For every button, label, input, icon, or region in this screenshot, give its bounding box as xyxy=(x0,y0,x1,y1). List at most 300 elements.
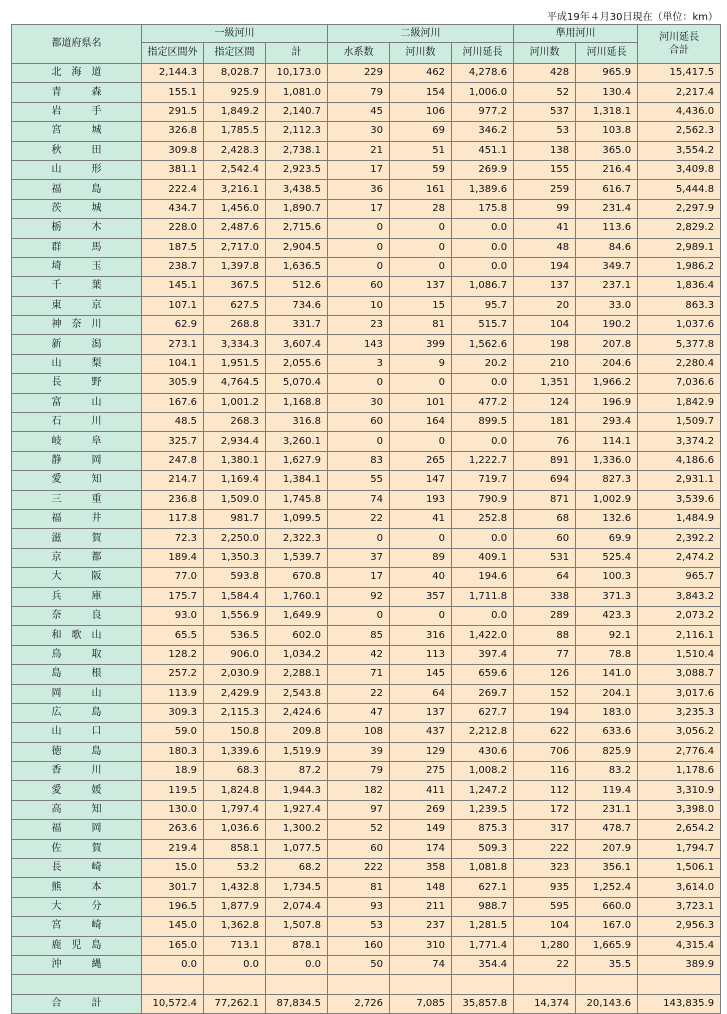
value-cell: 1,842.9 xyxy=(638,393,721,412)
subheader-designated: 指定区間 xyxy=(204,43,266,64)
value-cell: 114.1 xyxy=(576,432,638,451)
value-cell: 317 xyxy=(514,820,576,839)
value-cell: 33.0 xyxy=(576,296,638,315)
prefecture-cell: 京 都 xyxy=(12,548,142,567)
value-cell: 381.1 xyxy=(142,160,204,179)
value-cell: 7,085 xyxy=(390,994,452,1013)
table-row xyxy=(12,471,721,490)
value-cell: 2,989.1 xyxy=(638,238,721,257)
table-body xyxy=(12,64,721,1014)
value-cell: 3,374.2 xyxy=(638,432,721,451)
value-cell: 265 xyxy=(390,451,452,470)
value-cell: 1,509.0 xyxy=(204,490,266,509)
table-row xyxy=(12,413,721,432)
value-cell: 512.6 xyxy=(266,277,328,296)
value-cell: 104 xyxy=(514,316,576,335)
prefecture-cell: 滋 賀 xyxy=(12,529,142,548)
prefecture-cell: 愛 媛 xyxy=(12,781,142,800)
prefecture-cell: 山 口 xyxy=(12,723,142,742)
value-cell: 659.6 xyxy=(452,665,514,684)
value-cell: 462 xyxy=(390,64,452,83)
value-cell: 247.8 xyxy=(142,451,204,470)
value-cell: 83 xyxy=(328,451,390,470)
value-cell: 154 xyxy=(390,83,452,102)
value-cell: 1,169.4 xyxy=(204,471,266,490)
value-cell: 1,006.0 xyxy=(452,83,514,102)
table-row xyxy=(12,393,721,412)
value-cell: 2,112.3 xyxy=(266,122,328,141)
table-row xyxy=(12,64,721,83)
value-cell: 1,836.4 xyxy=(638,277,721,296)
prefecture-cell: 鳥 取 xyxy=(12,645,142,664)
subheader-class2-river-count: 河川数 xyxy=(390,43,452,64)
value-cell: 145.1 xyxy=(142,277,204,296)
value-cell: 9 xyxy=(390,354,452,373)
prefecture-cell: 愛 知 xyxy=(12,471,142,490)
table-row xyxy=(12,703,721,722)
value-cell: 194 xyxy=(514,257,576,276)
value-cell: 2,428.3 xyxy=(204,141,266,160)
value-cell: 3,056.2 xyxy=(638,723,721,742)
value-cell: 4,315.4 xyxy=(638,936,721,955)
value-cell: 0 xyxy=(390,606,452,625)
value-cell: 706 xyxy=(514,742,576,761)
value-cell: 108 xyxy=(328,723,390,742)
value-cell: 147 xyxy=(390,471,452,490)
empty-cell xyxy=(12,975,142,994)
table-row xyxy=(12,296,721,315)
value-cell: 4,278.6 xyxy=(452,64,514,83)
header-prefecture: 都道府県名 xyxy=(12,25,142,64)
table-row xyxy=(12,587,721,606)
value-cell: 326.8 xyxy=(142,122,204,141)
value-cell: 128.2 xyxy=(142,645,204,664)
value-cell: 137 xyxy=(390,703,452,722)
value-cell: 59 xyxy=(390,160,452,179)
prefecture-cell: 広 島 xyxy=(12,703,142,722)
empty-cell xyxy=(390,975,452,994)
value-cell: 45 xyxy=(328,102,390,121)
value-cell: 40 xyxy=(390,568,452,587)
value-cell: 1,280 xyxy=(514,936,576,955)
value-cell: 275 xyxy=(390,762,452,781)
value-cell: 2,217.4 xyxy=(638,83,721,102)
value-cell: 1,927.4 xyxy=(266,800,328,819)
value-cell: 100.3 xyxy=(576,568,638,587)
value-cell: 68.2 xyxy=(266,859,328,878)
prefecture-cell: 高 知 xyxy=(12,800,142,819)
value-cell: 95.7 xyxy=(452,296,514,315)
value-cell: 0 xyxy=(390,257,452,276)
value-cell: 165.0 xyxy=(142,936,204,955)
prefecture-cell: 和 歌 山 xyxy=(12,626,142,645)
value-cell: 2,250.0 xyxy=(204,529,266,548)
value-cell: 1,539.7 xyxy=(266,548,328,567)
value-cell: 1,252.4 xyxy=(576,878,638,897)
value-cell: 2,322.3 xyxy=(266,529,328,548)
value-cell: 5,070.4 xyxy=(266,374,328,393)
value-cell: 1,300.2 xyxy=(266,820,328,839)
value-cell: 130.0 xyxy=(142,800,204,819)
value-cell: 509.3 xyxy=(452,839,514,858)
value-cell: 1,037.6 xyxy=(638,316,721,335)
value-cell: 36 xyxy=(328,180,390,199)
value-cell: 194 xyxy=(514,703,576,722)
value-cell: 2,429.9 xyxy=(204,684,266,703)
value-cell: 51 xyxy=(390,141,452,160)
empty-cell xyxy=(514,975,576,994)
prefecture-cell: 群 馬 xyxy=(12,238,142,257)
value-cell: 1,785.5 xyxy=(204,122,266,141)
value-cell: 3,017.6 xyxy=(638,684,721,703)
value-cell: 1,584.4 xyxy=(204,587,266,606)
value-cell: 263.6 xyxy=(142,820,204,839)
value-cell: 357 xyxy=(390,587,452,606)
value-cell: 1,389.6 xyxy=(452,180,514,199)
value-cell: 3,607.4 xyxy=(266,335,328,354)
value-cell: 2,829.2 xyxy=(638,219,721,238)
value-cell: 0.0 xyxy=(452,257,514,276)
value-cell: 409.1 xyxy=(452,548,514,567)
river-length-table xyxy=(11,24,721,1014)
table-row xyxy=(12,645,721,664)
empty-cell xyxy=(638,975,721,994)
value-cell: 211 xyxy=(390,897,452,916)
value-cell: 117.8 xyxy=(142,509,204,528)
value-cell: 0.0 xyxy=(452,219,514,238)
value-cell: 358 xyxy=(390,859,452,878)
value-cell: 316.8 xyxy=(266,413,328,432)
value-cell: 3,554.2 xyxy=(638,141,721,160)
value-cell: 593.8 xyxy=(204,568,266,587)
value-cell: 48 xyxy=(514,238,576,257)
prefecture-cell: 新 潟 xyxy=(12,335,142,354)
value-cell: 93 xyxy=(328,897,390,916)
table-row xyxy=(12,354,721,373)
value-cell: 3,260.1 xyxy=(266,432,328,451)
value-cell: 1,239.5 xyxy=(452,800,514,819)
value-cell: 2,424.6 xyxy=(266,703,328,722)
value-cell: 160 xyxy=(328,936,390,955)
table-row xyxy=(12,102,721,121)
value-cell: 53.2 xyxy=(204,859,266,878)
value-cell: 155 xyxy=(514,160,576,179)
value-cell: 194.6 xyxy=(452,568,514,587)
value-cell: 291.5 xyxy=(142,102,204,121)
prefecture-cell: 山 梨 xyxy=(12,354,142,373)
value-cell: 316 xyxy=(390,626,452,645)
value-cell: 149 xyxy=(390,820,452,839)
value-cell: 734.6 xyxy=(266,296,328,315)
value-cell: 145.0 xyxy=(142,917,204,936)
value-cell: 64 xyxy=(514,568,576,587)
prefecture-cell: 沖 縄 xyxy=(12,955,142,974)
value-cell: 252.8 xyxy=(452,509,514,528)
value-cell: 3,235.3 xyxy=(638,703,721,722)
empty-cell xyxy=(576,975,638,994)
value-cell: 1,877.9 xyxy=(204,897,266,916)
value-cell: 1,797.4 xyxy=(204,800,266,819)
prefecture-cell: 北 海 道 xyxy=(12,64,142,83)
value-cell: 899.5 xyxy=(452,413,514,432)
value-cell: 713.1 xyxy=(204,936,266,955)
value-cell: 143,835.9 xyxy=(638,994,721,1013)
value-cell: 2,543.8 xyxy=(266,684,328,703)
value-cell: 130.4 xyxy=(576,83,638,102)
value-cell: 22 xyxy=(328,684,390,703)
value-cell: 5,444.8 xyxy=(638,180,721,199)
value-cell: 3,334.3 xyxy=(204,335,266,354)
value-cell: 259 xyxy=(514,180,576,199)
value-cell: 39 xyxy=(328,742,390,761)
value-cell: 0.0 xyxy=(266,955,328,974)
value-cell: 660.0 xyxy=(576,897,638,916)
value-cell: 60 xyxy=(328,413,390,432)
table-row xyxy=(12,917,721,936)
value-cell: 531 xyxy=(514,548,576,567)
spacer-row xyxy=(12,975,721,994)
value-cell: 71 xyxy=(328,665,390,684)
value-cell: 222 xyxy=(328,859,390,878)
value-cell: 85 xyxy=(328,626,390,645)
value-cell: 204.1 xyxy=(576,684,638,703)
value-cell: 1,081.8 xyxy=(452,859,514,878)
value-cell: 875.3 xyxy=(452,820,514,839)
value-cell: 104 xyxy=(514,917,576,936)
value-cell: 2,726 xyxy=(328,994,390,1013)
value-cell: 1,178.6 xyxy=(638,762,721,781)
value-cell: 2,738.1 xyxy=(266,141,328,160)
prefecture-cell: 鹿 児 島 xyxy=(12,936,142,955)
value-cell: 104.1 xyxy=(142,354,204,373)
table-row xyxy=(12,141,721,160)
value-cell: 198 xyxy=(514,335,576,354)
value-cell: 878.1 xyxy=(266,936,328,955)
table-row xyxy=(12,665,721,684)
prefecture-cell: 山 形 xyxy=(12,160,142,179)
table-row xyxy=(12,955,721,974)
value-cell: 103.8 xyxy=(576,122,638,141)
value-cell: 52 xyxy=(514,83,576,102)
value-cell: 0 xyxy=(390,374,452,393)
prefecture-cell: 宮 城 xyxy=(12,122,142,141)
value-cell: 14,374 xyxy=(514,994,576,1013)
value-cell: 670.8 xyxy=(266,568,328,587)
value-cell: 17 xyxy=(328,568,390,587)
value-cell: 1,507.8 xyxy=(266,917,328,936)
value-cell: 4,764.5 xyxy=(204,374,266,393)
value-cell: 365.0 xyxy=(576,141,638,160)
value-cell: 81 xyxy=(390,316,452,335)
value-cell: 301.7 xyxy=(142,878,204,897)
value-cell: 62.9 xyxy=(142,316,204,335)
value-cell: 15 xyxy=(390,296,452,315)
empty-cell xyxy=(452,975,514,994)
value-cell: 69.9 xyxy=(576,529,638,548)
value-cell: 1,432.8 xyxy=(204,878,266,897)
table-row xyxy=(12,509,721,528)
value-cell: 935 xyxy=(514,878,576,897)
value-cell: 10 xyxy=(328,296,390,315)
value-cell: 430.6 xyxy=(452,742,514,761)
prefecture-cell: 佐 賀 xyxy=(12,839,142,858)
value-cell: 1,318.1 xyxy=(576,102,638,121)
value-cell: 99 xyxy=(514,199,576,218)
value-cell: 0 xyxy=(390,219,452,238)
value-cell: 93.0 xyxy=(142,606,204,625)
value-cell: 925.9 xyxy=(204,83,266,102)
value-cell: 129 xyxy=(390,742,452,761)
prefecture-cell: 岡 山 xyxy=(12,684,142,703)
value-cell: 411 xyxy=(390,781,452,800)
value-cell: 60 xyxy=(328,277,390,296)
value-cell: 141.0 xyxy=(576,665,638,684)
value-cell: 107.1 xyxy=(142,296,204,315)
value-cell: 268.8 xyxy=(204,316,266,335)
value-cell: 112 xyxy=(514,781,576,800)
value-cell: 2,904.5 xyxy=(266,238,328,257)
value-cell: 477.2 xyxy=(452,393,514,412)
value-cell: 437 xyxy=(390,723,452,742)
value-cell: 164 xyxy=(390,413,452,432)
value-cell: 83.2 xyxy=(576,762,638,781)
value-cell: 7,036.6 xyxy=(638,374,721,393)
value-cell: 116 xyxy=(514,762,576,781)
table-row xyxy=(12,839,721,858)
prefecture-cell: 三 重 xyxy=(12,490,142,509)
table-row xyxy=(12,606,721,625)
value-cell: 87.2 xyxy=(266,762,328,781)
value-cell: 423.3 xyxy=(576,606,638,625)
value-cell: 268.3 xyxy=(204,413,266,432)
value-cell: 0.0 xyxy=(452,432,514,451)
value-cell: 1,966.2 xyxy=(576,374,638,393)
value-cell: 2,030.9 xyxy=(204,665,266,684)
value-cell: 175.8 xyxy=(452,199,514,218)
value-cell: 148 xyxy=(390,878,452,897)
value-cell: 219.4 xyxy=(142,839,204,858)
value-cell: 5,377.8 xyxy=(638,335,721,354)
value-cell: 84.6 xyxy=(576,238,638,257)
value-cell: 207.9 xyxy=(576,839,638,858)
value-cell: 187.5 xyxy=(142,238,204,257)
value-cell: 1,168.8 xyxy=(266,393,328,412)
table-row xyxy=(12,936,721,955)
value-cell: 17 xyxy=(328,160,390,179)
value-cell: 77,262.1 xyxy=(204,994,266,1013)
value-cell: 0 xyxy=(328,257,390,276)
table-row xyxy=(12,878,721,897)
value-cell: 0.0 xyxy=(452,606,514,625)
value-cell: 28 xyxy=(390,199,452,218)
value-cell: 0.0 xyxy=(204,955,266,974)
value-cell: 338 xyxy=(514,587,576,606)
value-cell: 22 xyxy=(328,509,390,528)
value-cell: 119.4 xyxy=(576,781,638,800)
value-cell: 175.7 xyxy=(142,587,204,606)
value-cell: 18.9 xyxy=(142,762,204,781)
value-cell: 74 xyxy=(390,955,452,974)
prefecture-cell: 石 川 xyxy=(12,413,142,432)
table-row xyxy=(12,742,721,761)
value-cell: 77.0 xyxy=(142,568,204,587)
table-row xyxy=(12,820,721,839)
value-cell: 1,556.9 xyxy=(204,606,266,625)
value-cell: 1,362.8 xyxy=(204,917,266,936)
value-cell: 79 xyxy=(328,762,390,781)
table-row xyxy=(12,277,721,296)
value-cell: 229 xyxy=(328,64,390,83)
value-cell: 1,036.6 xyxy=(204,820,266,839)
value-cell: 906.0 xyxy=(204,645,266,664)
prefecture-cell: 秋 田 xyxy=(12,141,142,160)
value-cell: 1,350.3 xyxy=(204,548,266,567)
value-cell: 2,654.2 xyxy=(638,820,721,839)
value-cell: 210 xyxy=(514,354,576,373)
value-cell: 595 xyxy=(514,897,576,916)
value-cell: 1,086.7 xyxy=(452,277,514,296)
value-cell: 1,384.1 xyxy=(266,471,328,490)
value-cell: 1,562.6 xyxy=(452,335,514,354)
value-cell: 2,956.3 xyxy=(638,917,721,936)
value-cell: 1,336.0 xyxy=(576,451,638,470)
empty-cell xyxy=(328,975,390,994)
value-cell: 15.0 xyxy=(142,859,204,878)
value-cell: 399 xyxy=(390,335,452,354)
value-cell: 81 xyxy=(328,878,390,897)
prefecture-cell: 熊 本 xyxy=(12,878,142,897)
value-cell: 20,143.6 xyxy=(576,994,638,1013)
value-cell: 69 xyxy=(390,122,452,141)
value-cell: 1,281.5 xyxy=(452,917,514,936)
value-cell: 3,088.7 xyxy=(638,665,721,684)
value-cell: 2,116.1 xyxy=(638,626,721,645)
table-row xyxy=(12,451,721,470)
value-cell: 214.7 xyxy=(142,471,204,490)
value-cell: 2,288.1 xyxy=(266,665,328,684)
value-cell: 1,711.8 xyxy=(452,587,514,606)
table-row xyxy=(12,548,721,567)
prefecture-cell: 富 山 xyxy=(12,393,142,412)
table-row xyxy=(12,859,721,878)
table-row xyxy=(12,529,721,548)
value-cell: 60 xyxy=(514,529,576,548)
value-cell: 2,280.4 xyxy=(638,354,721,373)
value-cell: 204.6 xyxy=(576,354,638,373)
value-cell: 536.5 xyxy=(204,626,266,645)
table-row xyxy=(12,781,721,800)
value-cell: 1,771.4 xyxy=(452,936,514,955)
value-cell: 965.9 xyxy=(576,64,638,83)
value-cell: 2,212.8 xyxy=(452,723,514,742)
value-cell: 827.3 xyxy=(576,471,638,490)
value-cell: 23 xyxy=(328,316,390,335)
value-cell: 1,986.2 xyxy=(638,257,721,276)
value-cell: 119.5 xyxy=(142,781,204,800)
table-row xyxy=(12,219,721,238)
value-cell: 3 xyxy=(328,354,390,373)
value-cell: 616.7 xyxy=(576,180,638,199)
value-cell: 145 xyxy=(390,665,452,684)
value-cell: 977.2 xyxy=(452,102,514,121)
value-cell: 891 xyxy=(514,451,576,470)
table-row xyxy=(12,626,721,645)
value-cell: 68.3 xyxy=(204,762,266,781)
value-cell: 60 xyxy=(328,839,390,858)
value-cell: 1,944.3 xyxy=(266,781,328,800)
value-cell: 0.0 xyxy=(452,238,514,257)
value-cell: 0 xyxy=(390,432,452,451)
